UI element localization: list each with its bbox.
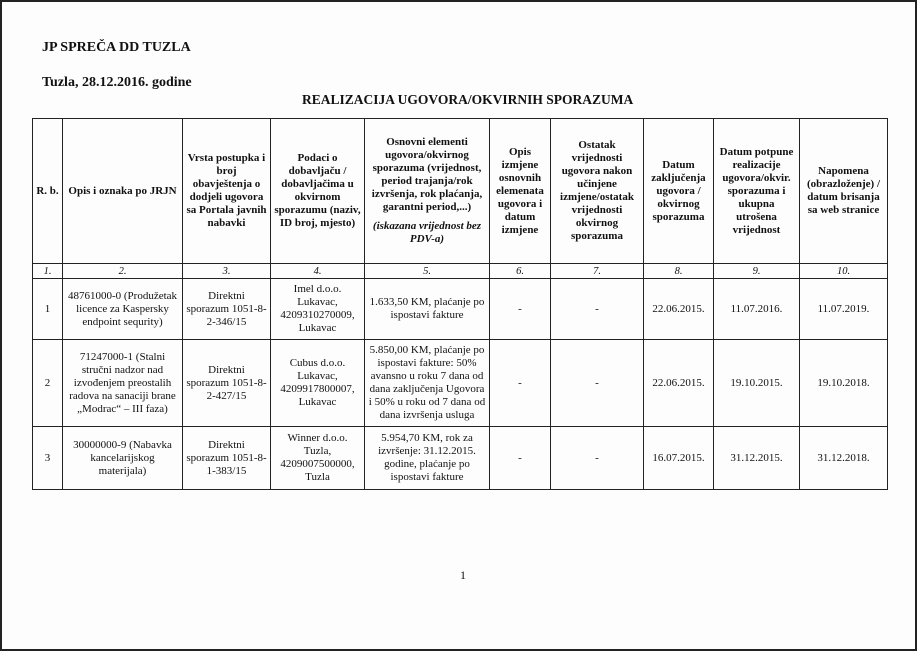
table-row <box>33 427 888 490</box>
column-number: 8. <box>644 264 714 279</box>
cell-ostatak: - <box>551 279 644 340</box>
cell-datum-zakljucenja: 22.06.2015. <box>644 279 714 340</box>
column-number: 6. <box>490 264 551 279</box>
cell-opis: 48761000-0 (Produžetak licence za Kaspersky endpoint sequrity) <box>63 279 183 340</box>
cell-opis: 71247000-1 (Stalni stručni nadzor nad izvođenjem preostalih radova na sanaciji brane „Modrac“ – III faza) <box>63 340 183 427</box>
cell-datum-realizacije: 19.10.2015. <box>714 340 800 427</box>
cell-postupak: Direktni sporazum 1051-8-1-383/15 <box>183 427 271 490</box>
company-name: JP SPREČA DD TUZLA <box>42 40 191 55</box>
table-header-row <box>33 119 888 264</box>
cell-ostatak: - <box>551 427 644 490</box>
cell-izmjena: - <box>490 279 551 340</box>
cell-dobavljac: Cubus d.o.o. Lukavac, 4209917800007, Lukavac <box>271 340 365 427</box>
cell-napomena: 11.07.2019. <box>800 279 888 340</box>
cell-opis: 30000000-9 (Nabavka kancelarijskog materijala) <box>63 427 183 490</box>
cell-postupak: Direktni sporazum 1051-8-2-427/15 <box>183 340 271 427</box>
cell-elementi: 1.633,50 KM, plaćanje po ispostavi fakture <box>365 279 490 340</box>
column-number: 1. <box>33 264 63 279</box>
col-header-izmjena: Opis izmjene osnovnih elemenata ugovora i datum izmjene <box>490 119 551 264</box>
table-row <box>33 279 888 340</box>
cell-datum-zakljucenja: 16.07.2015. <box>644 427 714 490</box>
col-header-datum-realizacije: Datum potpune realizacije ugovora/okvir. sporazuma i ukupna utrošena vrijednost <box>714 119 800 264</box>
cell-napomena: 31.12.2018. <box>800 427 888 490</box>
column-number: 10. <box>800 264 888 279</box>
cell-rb: 3 <box>33 427 63 490</box>
col-header-opis: Opis i oznaka po JRJN <box>63 119 183 264</box>
cell-postupak: Direktni sporazum 1051-8-2-346/15 <box>183 279 271 340</box>
column-number-row <box>33 264 888 279</box>
col-header-postupak: Vrsta postupka i broj obavještenja o dodjeli ugovora sa Portala javnih nabavki <box>183 119 271 264</box>
contracts-table <box>32 118 888 490</box>
col-header-ostatak: Ostatak vrijednosti ugovora nakon učinjene izmjene/ostatak vrijednosti okvirnog sporazuma <box>551 119 644 264</box>
cell-dobavljac: Imel d.o.o. Lukavac, 4209310270009, Lukavac <box>271 279 365 340</box>
cell-datum-realizacije: 11.07.2016. <box>714 279 800 340</box>
cell-rb: 2 <box>33 340 63 427</box>
column-number: 5. <box>365 264 490 279</box>
place-date: Tuzla, 28.12.2016. godine <box>42 75 192 90</box>
document-title: REALIZACIJA UGOVORA/OKVIRNIH SPORAZUMA <box>302 92 634 107</box>
col-header-datum-zakljucenja: Datum zaključenja ugovora / okvirnog sporazuma <box>644 119 714 264</box>
col-header-rb: R. b. <box>33 119 63 264</box>
cell-elementi: 5.954,70 KM, rok za izvršenje: 31.12.2015. godine, plaćanje po ispostavi fakture <box>365 427 490 490</box>
table-row <box>33 340 888 427</box>
cell-elementi: 5.850,00 KM, plaćanje po ispostavi fakture: 50% avansno u roku 7 dana od dana zaključenja Ugovora i 50% u roku od 7 dana od dana izvršenja usluga <box>365 340 490 427</box>
cell-datum-realizacije: 31.12.2015. <box>714 427 800 490</box>
column-number: 9. <box>714 264 800 279</box>
col-header-elementi <box>365 119 490 264</box>
cell-izmjena: - <box>490 340 551 427</box>
col-header-elementi-note: (iskazana vrijednost bez PDV-a) <box>372 220 482 245</box>
cell-napomena: 19.10.2018. <box>800 340 888 427</box>
column-number: 4. <box>271 264 365 279</box>
col-header-dobavljac: Podaci o dobavljaču / dobavljačima u okvirnom sporazumu (naziv, ID broj, mjesto) <box>271 119 365 264</box>
page-number: 1 <box>460 568 466 582</box>
cell-datum-zakljucenja: 22.06.2015. <box>644 340 714 427</box>
cell-izmjena: - <box>490 427 551 490</box>
cell-ostatak: - <box>551 340 644 427</box>
col-header-elementi-label: Osnovni elementi ugovora/okvirnog sporazuma (vrijednost, period trajanja/rok izvršenja, rok plaćanja, garantni period,...) <box>371 136 483 213</box>
cell-dobavljac: Winner d.o.o. Tuzla, 4209007500000, Tuzla <box>271 427 365 490</box>
col-header-napomena: Napomena (obrazloženje) / datum brisanja sa web stranice <box>800 119 888 264</box>
column-number: 3. <box>183 264 271 279</box>
column-number: 7. <box>551 264 644 279</box>
cell-rb: 1 <box>33 279 63 340</box>
column-number: 2. <box>63 264 183 279</box>
